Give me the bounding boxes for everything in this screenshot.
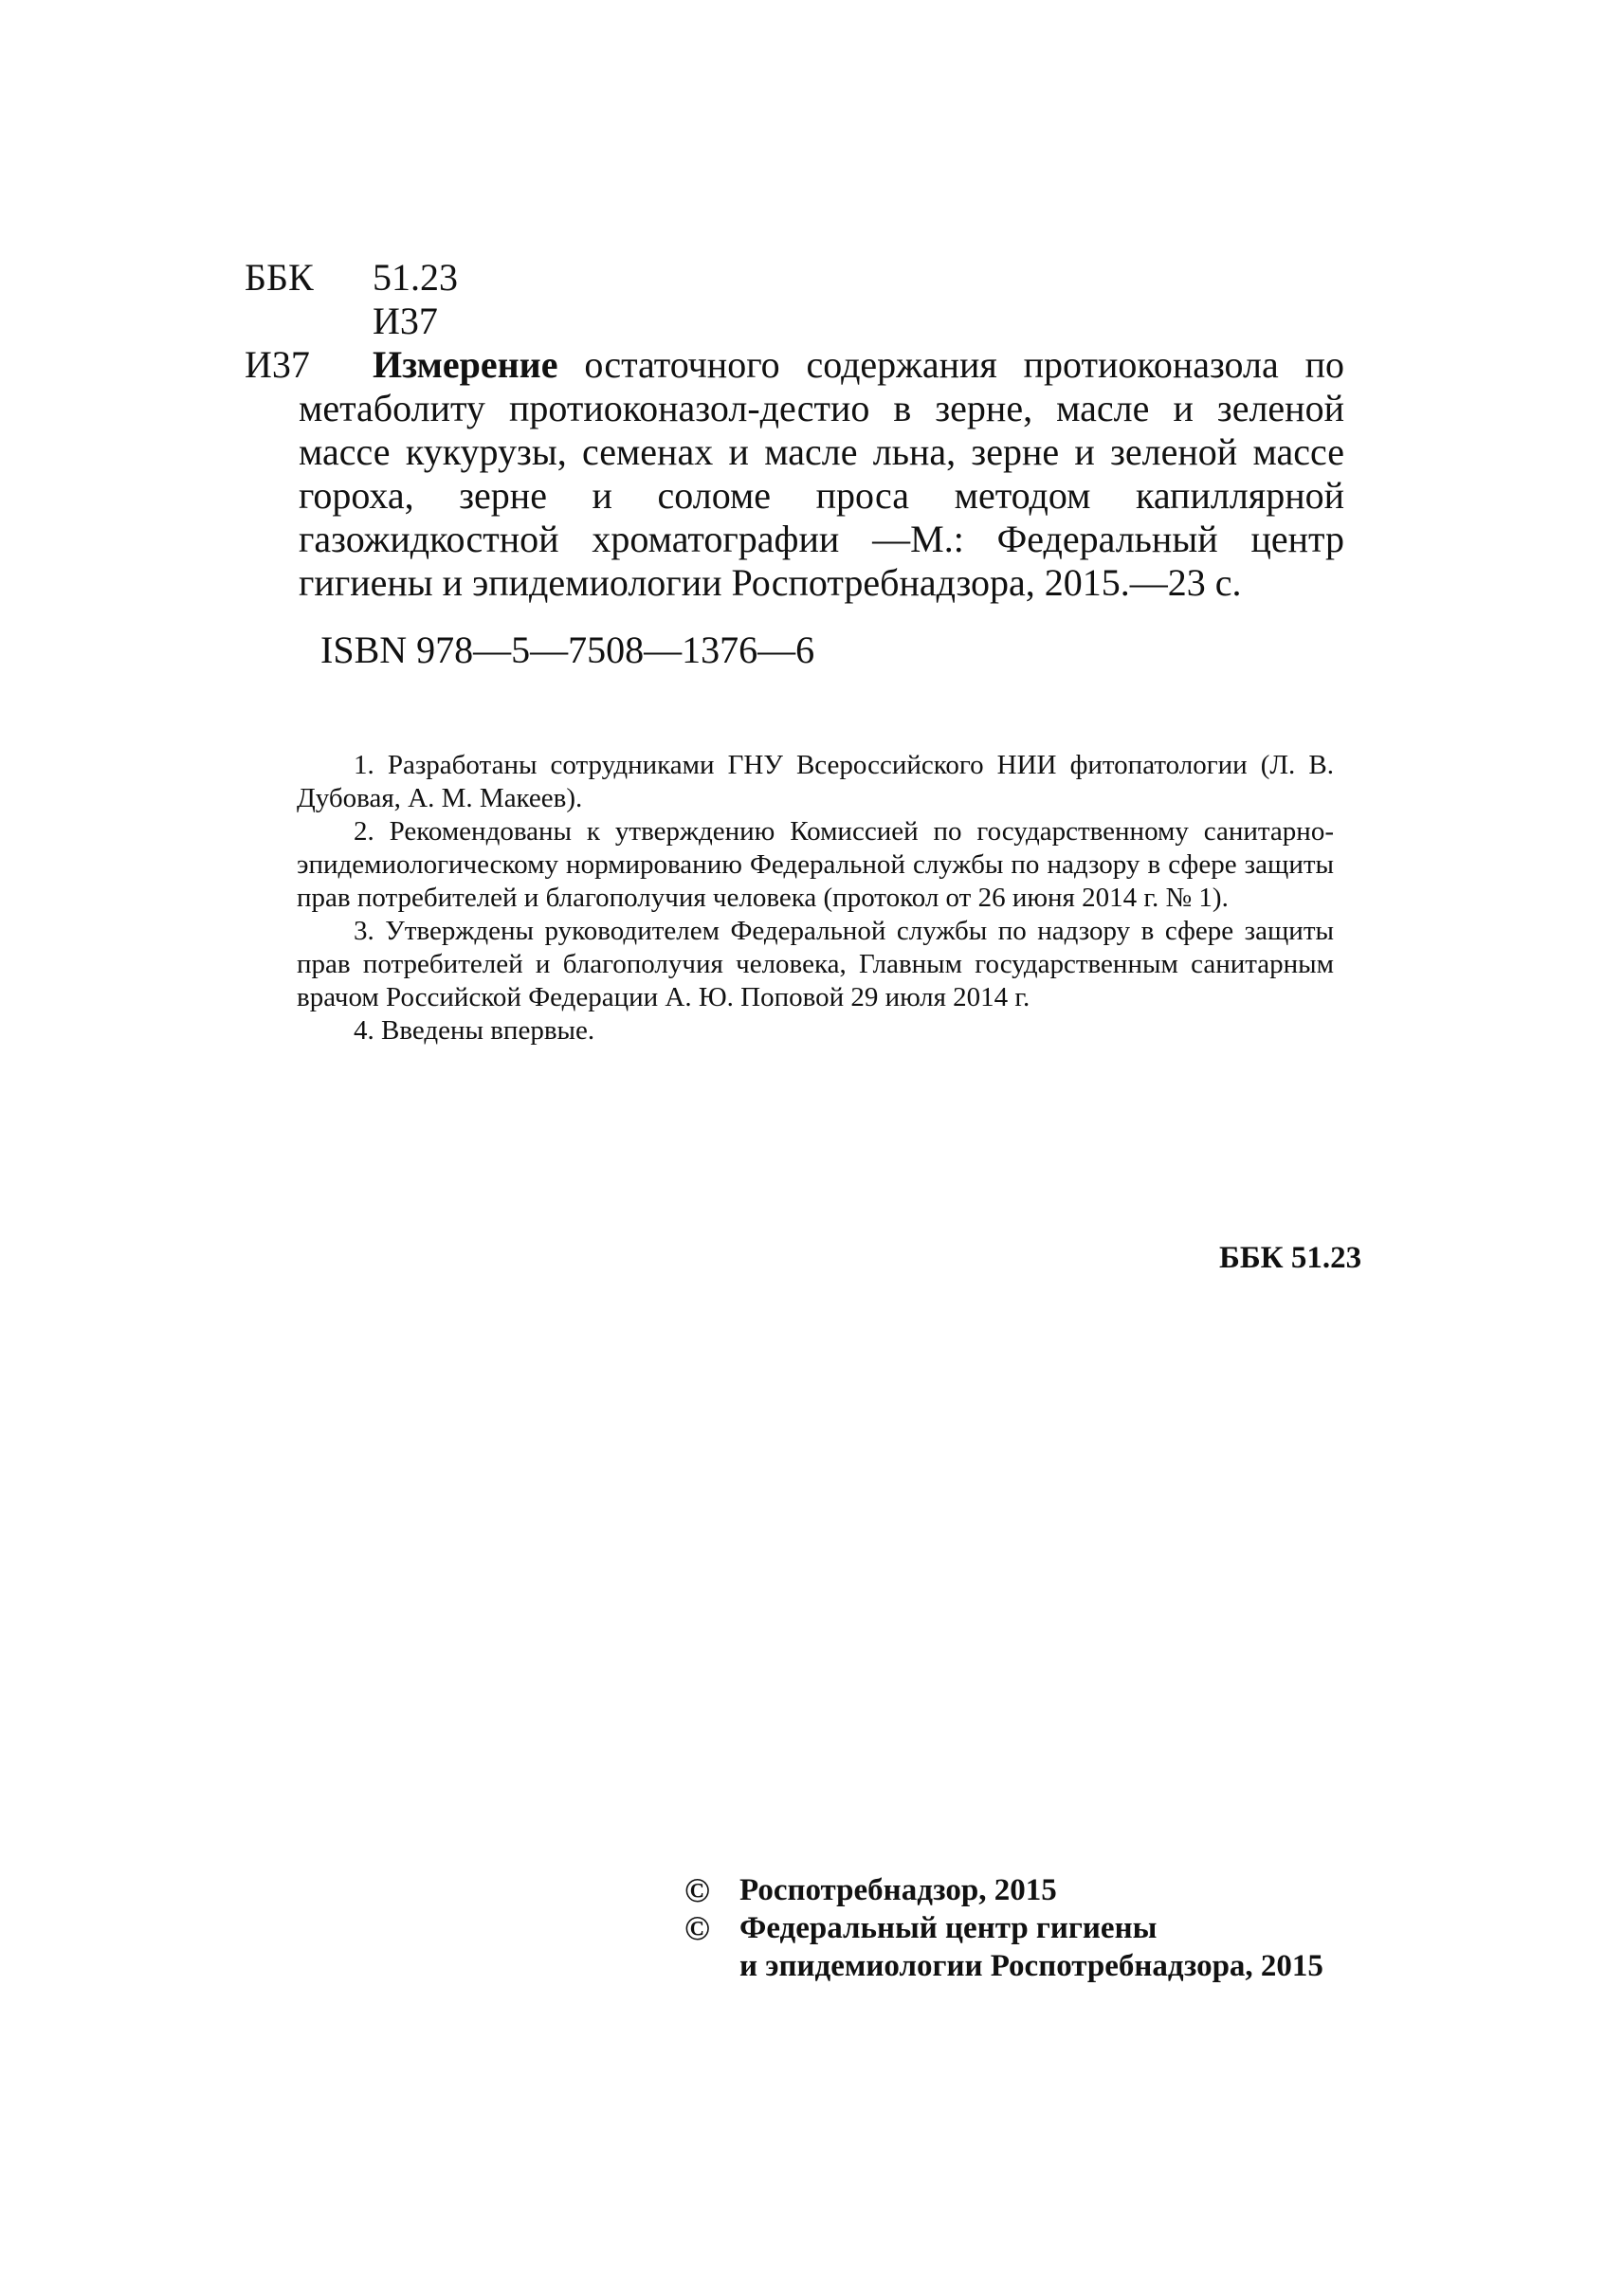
bbk-classification-block bbox=[245, 256, 458, 343]
bbk-code: 51.23 bbox=[373, 256, 458, 299]
copyright-line bbox=[683, 1947, 1323, 1985]
publication-notes bbox=[297, 749, 1334, 1048]
entry-code: И37 bbox=[245, 343, 310, 386]
copyright-holder: Роспотребнадзор, 2015 bbox=[739, 1873, 1057, 1907]
author-mark: И37 bbox=[373, 300, 438, 342]
entry-description bbox=[299, 343, 1344, 605]
copyright-holder: Федеральный центр гигиены bbox=[739, 1911, 1158, 1945]
copyright-line bbox=[683, 1871, 1323, 1909]
copyright-block bbox=[683, 1871, 1323, 1985]
copyright-line bbox=[683, 1909, 1323, 1947]
entry-lead-word: Измерение bbox=[373, 343, 558, 386]
bbk-footer-code: ББК 51.23 bbox=[1219, 1241, 1362, 1275]
bbk-label: ББК bbox=[245, 256, 314, 299]
copyright-holder-continued: и эпидемиологии Роспотребнадзора, 2015 bbox=[739, 1949, 1323, 1983]
note-item: 4. Введены впервые. bbox=[354, 1015, 595, 1046]
note-item: 2. Рекомендованы к утверждению Комиссией по государственному санитарно-эпидемиологическому нормированию Федеральной службы по надзору в сфере защиты прав потребителей и благополучия человека (протокол от 26 июня 2014 г. № 1). bbox=[297, 816, 1334, 913]
entry-body: остаточного содержания протиоконазола по метаболиту протиоконазол-дестио в зерне, масле и зеленой массе кукурузы, семенах и масле льна, зерне и зеленой массе гороха, зерне и соломе проса методом капиллярной газожидкостной хроматографии —М.: Федеральный центр гигиены и эпидемиологии Роспотребнадзора, 2015.—23 с. bbox=[299, 343, 1344, 604]
copyright-icon: © bbox=[684, 1909, 710, 1947]
note-item: 3. Утверждены руководителем Федеральной службы по надзору в сфере защиты прав потребителей и благополучия человека, Главным государственным санитарным врачом Российской Федерации А. Ю. Поповой 29 июля 2014 г. bbox=[297, 916, 1334, 1012]
copyright-icon: © bbox=[684, 1871, 710, 1909]
isbn-number: ISBN 978—5—7508—1376—6 bbox=[320, 629, 815, 671]
bbk-line bbox=[245, 256, 458, 300]
note-item: 1. Разработаны сотрудниками ГНУ Всероссийского НИИ фитопатологии (Л. В. Дубовая, А. М. Макеев). bbox=[297, 750, 1334, 813]
bibliographic-entry bbox=[245, 343, 1344, 605]
